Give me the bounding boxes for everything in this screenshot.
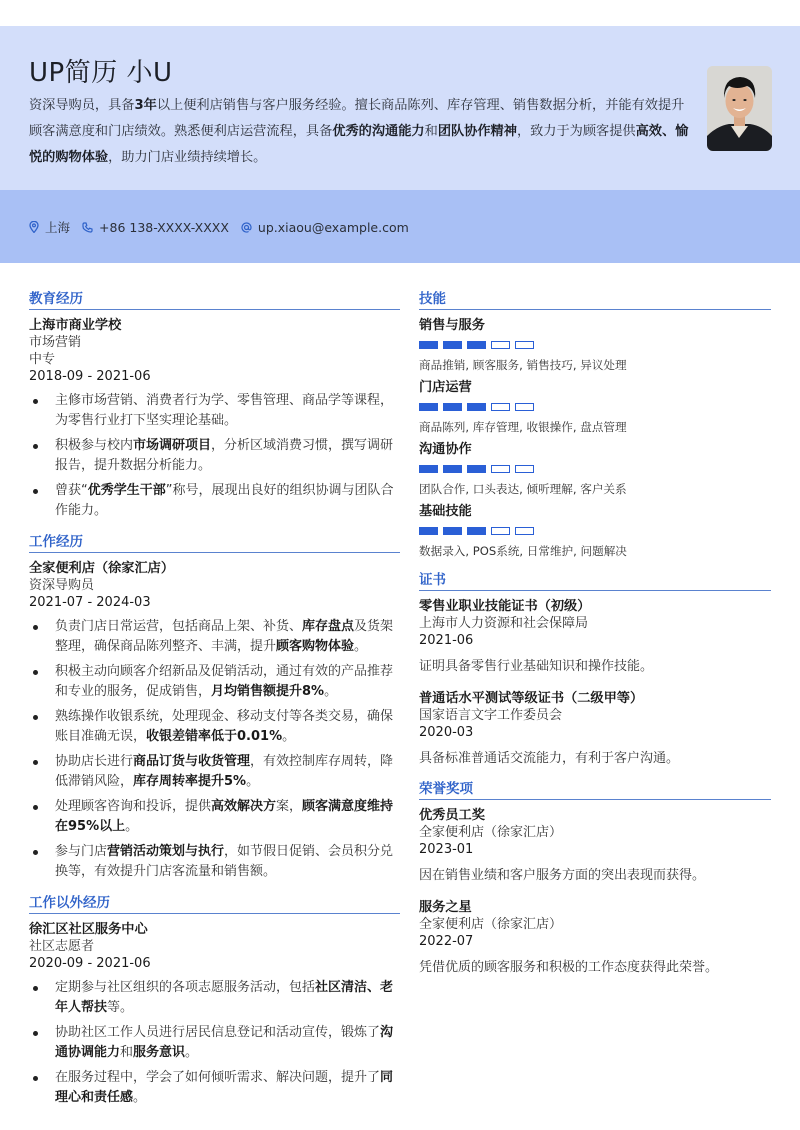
skill-item — [419, 317, 771, 373]
award-name: 服务之星 — [419, 900, 472, 915]
section-title-volunteer: 工作以外经历 — [29, 895, 400, 914]
right-column — [419, 291, 771, 985]
volunteer-bullets — [29, 978, 400, 1108]
phone-text: +86 138-XXXX-XXXX — [99, 219, 229, 235]
volunteer-date: 2020-09 - 2021-06 — [29, 956, 151, 971]
award-desc: 凭借优质的顾客服务和积极的工作态度获得此荣誉。 — [419, 960, 719, 975]
bullet-item: 协助店长进行商品订货与收货管理，有效控制库存周转，降低滞销风险，库存周转率提升5%。 — [29, 752, 400, 792]
education-bullets — [29, 391, 400, 521]
education-section — [29, 291, 400, 521]
skill-item — [419, 503, 771, 559]
degree: 中专 — [29, 352, 56, 367]
skill-bar-filled — [443, 465, 462, 473]
skill-bar-empty — [491, 527, 510, 535]
location-pin-icon — [29, 221, 39, 233]
education-entry — [29, 317, 400, 521]
skill-level-bars — [419, 403, 771, 412]
skills-section — [419, 291, 771, 559]
bullet-item: 定期参与社区组织的各项志愿服务活动，包括社区清洁、老年人帮扶等。 — [29, 978, 400, 1018]
school-name: 上海市商业学校 — [29, 318, 122, 333]
skill-bar-filled — [419, 403, 438, 411]
volunteer-role: 社区志愿者 — [29, 939, 95, 954]
bullet-item: 曾获“优秀学生干部”称号，展现出良好的组织协调与团队合作能力。 — [29, 481, 400, 521]
bullet-item: 负责门店日常运营，包括商品上架、补货、库存盘点及货架整理，确保商品陈列整齐、丰满，提升顾客购物体验。 — [29, 617, 400, 657]
work-bullets — [29, 617, 400, 882]
skill-item — [419, 441, 771, 497]
skill-bar-filled — [467, 465, 486, 473]
contact-info — [29, 218, 421, 236]
bullet-item: 积极主动向顾客介绍新品及促销活动，通过有效的产品推荐和专业的服务，促成销售，月均销售额提升8%。 — [29, 662, 400, 702]
at-sign-icon — [241, 222, 252, 233]
certificates-section — [419, 572, 771, 768]
skill-bar-filled — [443, 527, 462, 535]
skill-bar-filled — [443, 341, 462, 349]
skill-bar-filled — [467, 403, 486, 411]
skill-bar-filled — [419, 527, 438, 535]
phone-icon — [82, 222, 93, 233]
certificate-item — [419, 690, 771, 768]
skill-bar-filled — [443, 403, 462, 411]
skill-bar-filled — [467, 527, 486, 535]
bullet-item: 处理顾客咨询和投诉，提供高效解决方案，顾客满意度维持在95%以上。 — [29, 797, 400, 837]
bullet-item: 协助社区工作人员进行居民信息登记和活动宣传，锻炼了沟通协调能力和服务意识。 — [29, 1023, 400, 1063]
certificate-name: 零售业职业技能证书（初级） — [419, 599, 591, 614]
skill-keywords: 团队合作, 口头表达, 倾听理解, 客户关系 — [419, 482, 627, 496]
skill-bar-empty — [515, 527, 534, 535]
award-issuer: 全家便利店（徐家汇店） — [419, 917, 563, 932]
certificate-item — [419, 598, 771, 676]
company-name: 全家便利店（徐家汇店） — [29, 561, 175, 576]
skill-level-bars — [419, 527, 771, 536]
certificate-date: 2021-06 — [419, 633, 474, 648]
skill-bar-filled — [419, 341, 438, 349]
section-title-education: 教育经历 — [29, 291, 400, 310]
certificate-name: 普通话水平测试等级证书（二级甲等） — [419, 691, 644, 706]
section-title-certificates: 证书 — [419, 572, 771, 591]
profile-photo — [707, 66, 772, 151]
award-date: 2023-01 — [419, 842, 474, 857]
skill-level-bars — [419, 465, 771, 474]
bullet-item: 在服务过程中，学会了如何倾听需求、解决问题，提升了同理心和责任感。 — [29, 1068, 400, 1108]
work-section — [29, 534, 400, 882]
major: 市场营销 — [29, 335, 82, 350]
contact-location — [29, 218, 70, 236]
award-name: 优秀员工奖 — [419, 808, 485, 823]
skill-bar-empty — [491, 465, 510, 473]
section-title-work: 工作经历 — [29, 534, 400, 553]
section-title-skills: 技能 — [419, 291, 771, 310]
email-text: up.xiaou@example.com — [257, 219, 409, 235]
bullet-item: 熟练操作收银系统，处理现金、移动支付等各类交易，确保账目准确无误，收银差错率低于0.01%。 — [29, 707, 400, 747]
awards-section — [419, 781, 771, 977]
award-date: 2022-07 — [419, 934, 474, 949]
job-role: 资深导购员 — [29, 578, 95, 593]
contact-phone[interactable] — [82, 220, 229, 235]
skill-name: 销售与服务 — [419, 318, 485, 333]
skill-name: 沟通协作 — [419, 442, 472, 457]
skill-bar-filled — [467, 341, 486, 349]
education-date: 2018-09 - 2021-06 — [29, 369, 151, 384]
award-item — [419, 899, 771, 977]
work-date: 2021-07 - 2024-03 — [29, 595, 151, 610]
certificate-desc: 证明具备零售行业基础知识和操作技能。 — [419, 659, 654, 674]
bullet-item: 积极参与校内市场调研项目，分析区域消费习惯，撰写调研报告，提升数据分析能力。 — [29, 436, 400, 476]
skill-keywords: 数据录入, POS系统, 日常维护, 问题解决 — [419, 544, 627, 558]
skill-bar-empty — [515, 465, 534, 473]
left-column — [29, 291, 400, 1113]
section-title-awards: 荣誉奖项 — [419, 781, 771, 800]
skill-item — [419, 379, 771, 435]
certificate-desc: 具备标准普通话交流能力，有利于客户沟通。 — [419, 751, 680, 766]
volunteer-section — [29, 895, 400, 1108]
skill-keywords: 商品陈列, 库存管理, 收银操作, 盘点管理 — [419, 420, 627, 434]
skill-level-bars — [419, 341, 771, 350]
award-issuer: 全家便利店（徐家汇店） — [419, 825, 563, 840]
award-item — [419, 807, 771, 885]
skill-keywords: 商品推销, 顾客服务, 销售技巧, 异议处理 — [419, 358, 627, 372]
work-entry — [29, 560, 400, 882]
skill-name: 基础技能 — [419, 504, 472, 519]
certificate-issuer: 上海市人力资源和社会保障局 — [419, 616, 589, 631]
skill-name: 门店运营 — [419, 380, 472, 395]
contact-email[interactable] — [241, 220, 409, 235]
candidate-name: UP简历 小U — [29, 58, 173, 88]
certificate-issuer: 国家语言文字工作委员会 — [419, 708, 563, 723]
skill-bar-empty — [491, 403, 510, 411]
volunteer-entry — [29, 921, 400, 1108]
skill-bar-empty — [515, 341, 534, 349]
skill-bar-empty — [491, 341, 510, 349]
bullet-item: 主修市场营销、消费者行为学、零售管理、商品学等课程，为零售行业打下坚实理论基础。 — [29, 391, 400, 431]
skill-bar-empty — [515, 403, 534, 411]
skill-bar-filled — [419, 465, 438, 473]
award-desc: 因在销售业绩和客户服务方面的突出表现而获得。 — [419, 868, 706, 883]
org-name: 徐汇区社区服务中心 — [29, 922, 148, 937]
profile-summary: 资深导购员，具备3年以上便利店销售与客户服务经验。擅长商品陈列、库存管理、销售数据分析，并能有效提升顾客满意度和门店绩效。熟悉便利店运营流程，具备优秀的沟通能力和团队协作精神，致力于为顾客提供高效、愉悦的购物体验，助力门店业绩持续增长。 — [29, 98, 689, 165]
location-text: 上海 — [45, 220, 71, 235]
certificate-date: 2020-03 — [419, 725, 474, 740]
bullet-item: 参与门店营销活动策划与执行，如节假日促销、会员积分兑换等，有效提升门店客流量和销售额。 — [29, 842, 400, 882]
